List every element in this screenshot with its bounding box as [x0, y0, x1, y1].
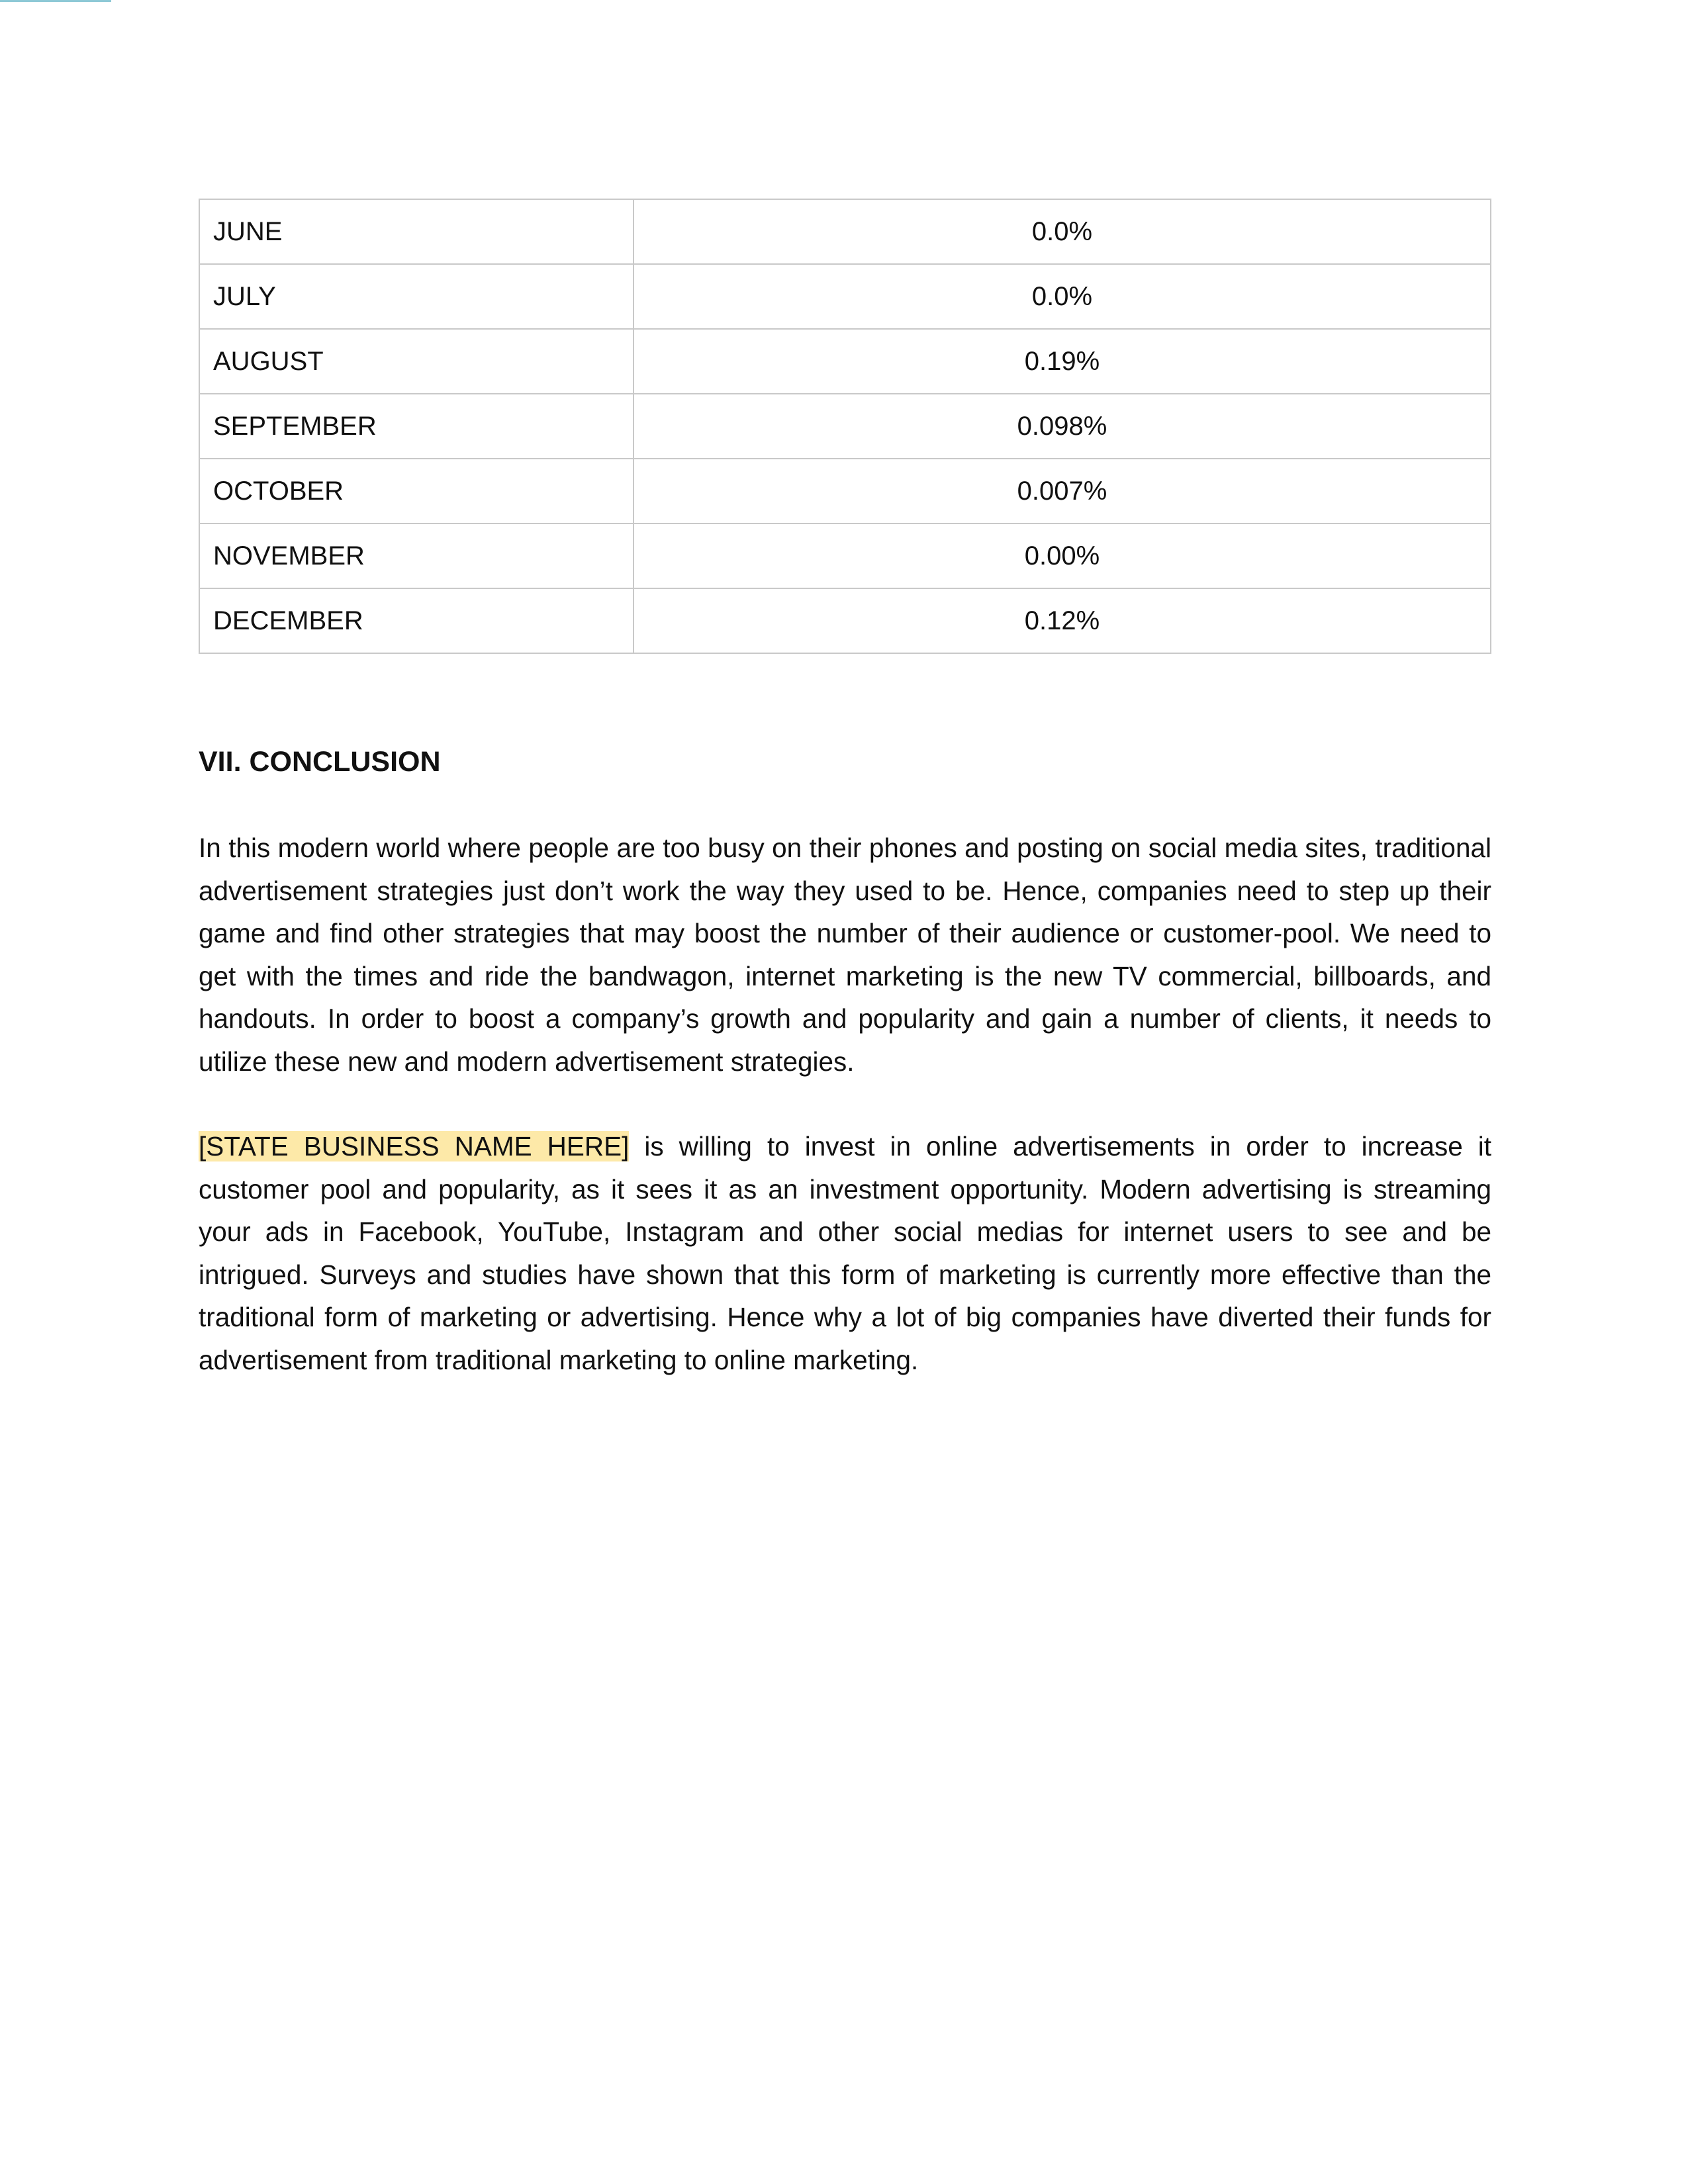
table-row [199, 394, 1491, 459]
value-cell: 0.0% [633, 264, 1491, 329]
table-row [199, 329, 1491, 394]
conclusion-paragraph-2 [199, 1125, 1491, 1381]
value-cell: 0.0% [633, 199, 1491, 264]
value-cell: 0.00% [633, 523, 1491, 588]
table-row [199, 459, 1491, 523]
month-cell: AUGUST [199, 329, 633, 394]
month-cell: JULY [199, 264, 633, 329]
value-cell: 0.12% [633, 588, 1491, 653]
page-corner-mark [0, 0, 111, 2]
table-row [199, 523, 1491, 588]
month-cell: DECEMBER [199, 588, 633, 653]
table-row [199, 588, 1491, 653]
table-row [199, 264, 1491, 329]
conclusion-paragraph-1: In this modern world where people are too busy on their phones and posting on social media sites, traditional advertisement strategies just don’t work the way they used to be. Hence, companies need to step up their game and find other strategies that may boost the number of their audience or customer-pool. We need to get with the times and ride the bandwagon, internet marketing is the new TV commercial, billboards, and handouts. In order to boost a company’s growth and popularity and gain a number of clients, it needs to utilize these new and modern advertisement strategies. [199, 833, 1491, 1077]
business-name-placeholder: [STATE BUSINESS NAME HERE] [199, 1131, 630, 1161]
value-cell: 0.19% [633, 329, 1491, 394]
value-cell: 0.098% [633, 394, 1491, 459]
document-page [199, 199, 1491, 1408]
month-cell: NOVEMBER [199, 523, 633, 588]
paragraph-2-text: is willing to invest in online advertisements in order to increase it customer pool and popularity, as it sees it as an investment opportunity. Modern advertising is streaming your ads in Facebook, YouTube, Instagram and other social medias for internet users to see and be intrigued. Surveys and studies have shown that this form of marketing is currently more effective than the traditional form of marketing or advertising. Hence why a lot of big companies have diverted their funds for advertisement from traditional marketing to online marketing. [199, 1131, 1491, 1375]
value-cell: 0.007% [633, 459, 1491, 523]
month-cell: SEPTEMBER [199, 394, 633, 459]
table-row [199, 199, 1491, 264]
month-cell: OCTOBER [199, 459, 633, 523]
section-heading: VII. CONCLUSION [199, 746, 441, 778]
month-cell: JUNE [199, 199, 633, 264]
monthly-rates-table [199, 199, 1491, 654]
